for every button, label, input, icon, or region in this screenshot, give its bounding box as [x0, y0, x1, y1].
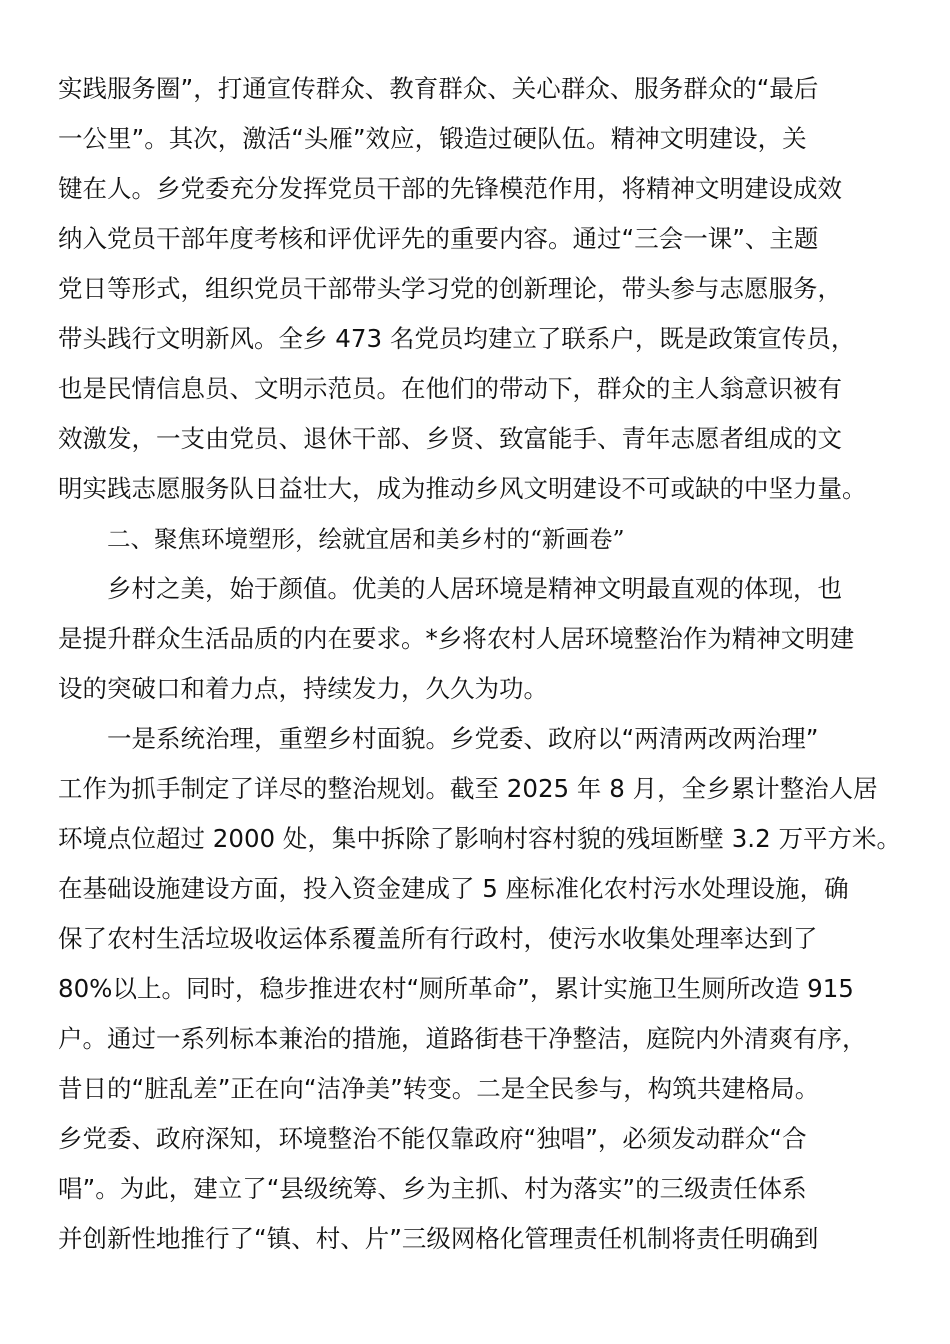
text-line: 是提升群众生活品质的内在要求。*乡将农村人居环境整治作为精神文明建	[58, 624, 855, 653]
text-line: 保了农村生活垃圾收运体系覆盖所有行政村，使污水收集处理率达到了	[58, 924, 818, 953]
text-line: 也是民情信息员、文明示范员。在他们的带动下，群众的主人翁意识被有	[58, 374, 842, 403]
text-line: 乡党委、政府深知，环境整治不能仅靠政府“独唱”，必须发动群众“合	[58, 1124, 807, 1153]
text-line: 实践服务圈”，打通宣传群众、教育群众、关心群众、服务群众的“最后	[58, 74, 819, 103]
text-line: 并创新性地推行了“镇、村、片”三级网格化管理责任机制将责任明确到	[58, 1224, 819, 1253]
text-line: 效激发，一支由党员、退休干部、乡贤、致富能手、青年志愿者组成的文	[58, 424, 842, 453]
text-line: 明实践志愿服务队日益壮大，成为推动乡风文明建设不可或缺的中坚力量。	[58, 474, 867, 503]
text-line: 党日等形式，组织党员干部带头学习党的创新理论，带头参与志愿服务，	[58, 274, 842, 303]
text-line: 80%以上。同时，稳步推进农村“厕所革命”，累计实施卫生厕所改造 915	[58, 974, 854, 1003]
text-line: 一是系统治理，重塑乡村面貌。乡党委、政府以“两清两改两治理”	[107, 724, 819, 753]
text-line: 设的突破口和着力点，持续发力，久久为功。	[58, 674, 548, 703]
text-line: 昔日的“脏乱差”正在向“洁净美”转变。二是全民参与，构筑共建格局。	[58, 1074, 820, 1103]
text-line: 乡村之美，始于颜值。优美的人居环境是精神文明最直观的体现，也	[107, 574, 842, 603]
text-line: 工作为抓手制定了详尽的整治规划。截至 2025 年 8 月，全乡累计整治人居	[58, 774, 878, 803]
text-line: 唱”。为此，建立了“县级统筹、乡为主抓、村为落实”的三级责任体系	[58, 1174, 807, 1203]
section-heading: 二、聚焦环境塑形，绘就宜居和美乡村的“新画卷”	[107, 525, 625, 553]
body-text	[58, 66, 901, 1266]
text-line: 带头践行文明新风。全乡 473 名党员均建立了联系户，既是政策宣传员，	[58, 324, 856, 353]
text-line: 纳入党员干部年度考核和评优评先的重要内容。通过“三会一课”、主题	[58, 224, 819, 253]
text-line: 一公里”。其次，激活“头雁”效应，锻造过硬队伍。精神文明建设，关	[58, 124, 807, 153]
text-line: 环境点位超过 2000 处，集中拆除了影响村容村貌的残垣断壁 3.2 万平方米。	[58, 824, 901, 853]
text-line: 在基础设施建设方面，投入资金建成了 5 座标准化农村污水处理设施，确	[58, 874, 849, 903]
text-line: 户。通过一系列标本兼治的措施，道路街巷干净整洁，庭院内外清爽有序，	[58, 1024, 867, 1053]
text-line: 键在人。乡党委充分发挥党员干部的先锋模范作用，将精神文明建设成效	[58, 174, 842, 203]
